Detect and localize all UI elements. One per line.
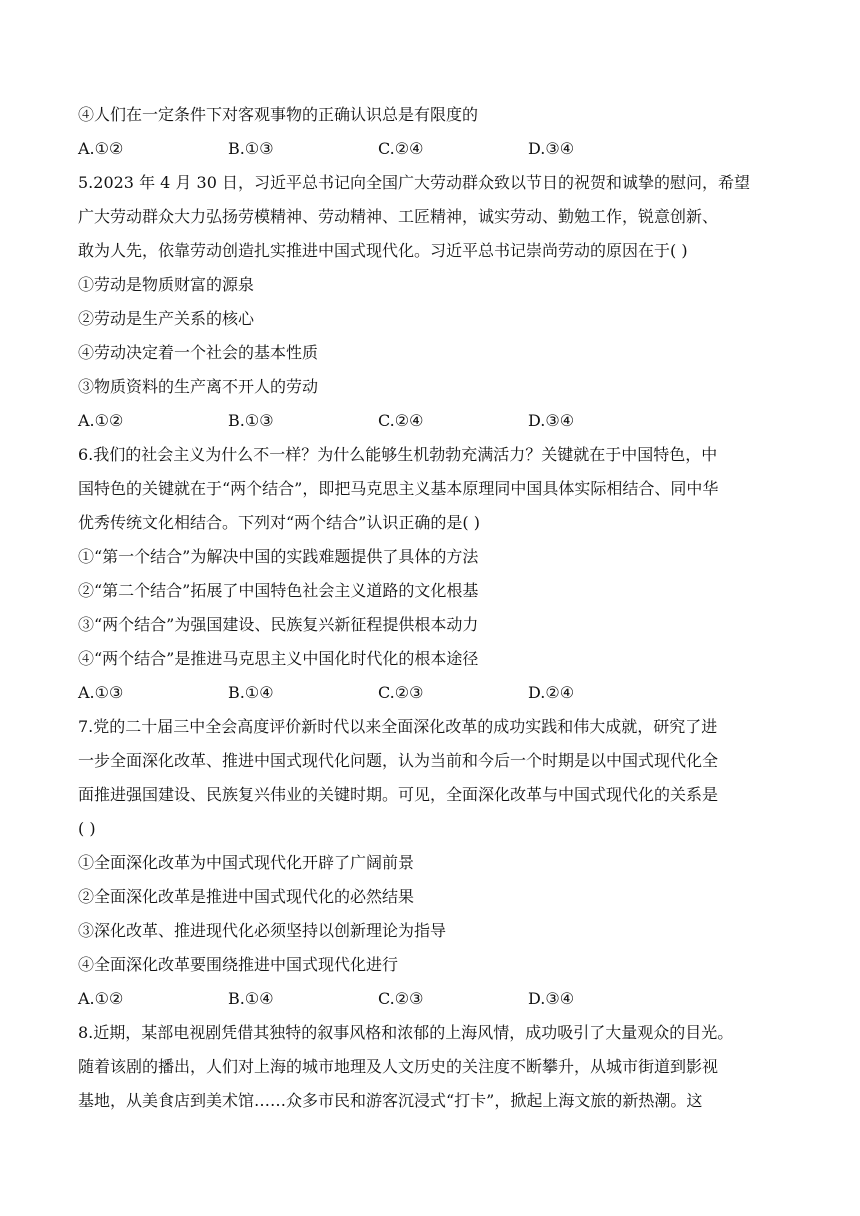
q5-option-b: B.①③: [228, 411, 274, 430]
q4-option-d: D.③④: [528, 139, 575, 158]
q7-statement-1: ①全面深化改革为中国式现代化开辟了广阔前景: [78, 853, 415, 872]
q7-stem-line-4: ( ): [78, 819, 96, 838]
q6-statement-3: ③“两个结合”为强国建设、民族复兴新征程提供根本动力: [78, 615, 479, 634]
q8-stem-line-2: 随着该剧的播出，人们对上海的城市地理及人文历史的关注度不断攀升，从城市街道到影视: [78, 1057, 719, 1076]
q7-option-c: C.②③: [378, 989, 424, 1008]
q4-options: [78, 132, 778, 166]
q5-option-d: D.③④: [528, 411, 575, 430]
q6-stem-line-3: 优秀传统文化相结合。下列对“两个结合”认识正确的是( ): [78, 513, 480, 532]
q5-option-a: A.①②: [78, 411, 124, 430]
q7-stem-line-2: 一步全面深化改革、推进中国式现代化问题，认为当前和今后一个时期是以中国式现代化全: [78, 751, 719, 770]
q7-option-d: D.③④: [528, 989, 575, 1008]
q6-option-a: A.①③: [78, 683, 124, 702]
q7-option-a: A.①②: [78, 989, 124, 1008]
q8-stem-line-1: 8.近期，某部电视剧凭借其独特的叙事风格和浓郁的上海风情，成功吸引了大量观众的目光。: [78, 1023, 734, 1042]
q6-options: [78, 676, 778, 710]
q7-options: [78, 982, 778, 1016]
q5-statement-2: ②劳动是生产关系的核心: [78, 309, 255, 328]
q4-option-c: C.②④: [378, 139, 424, 158]
q6-stem-line-2: 国特色的关键就在于“两个结合”，即把马克思主义基本原理同中国具体实际相结合、同中华: [78, 479, 719, 498]
q6-option-b: B.①④: [228, 683, 274, 702]
exam-page: [78, 98, 778, 1118]
q7-statement-4: ④全面深化改革要围绕推进中国式现代化进行: [78, 955, 399, 974]
q4-option-a: A.①②: [78, 139, 124, 158]
q7-option-b: B.①④: [228, 989, 274, 1008]
q6-statement-2: ②“第二个结合”拓展了中国特色社会主义道路的文化根基: [78, 581, 479, 600]
q6-option-c: C.②③: [378, 683, 424, 702]
q6-statement-4: ④“两个结合”是推进马克思主义中国化时代化的根本途径: [78, 649, 479, 668]
q7-statement-2: ②全面深化改革是推进中国式现代化的必然结果: [78, 887, 415, 906]
q5-statement-3: ④劳动决定着一个社会的基本性质: [78, 343, 319, 362]
q4-option-b: B.①③: [228, 139, 274, 158]
q5-stem-line-2: 广大劳动群众大力弘扬劳模精神、劳动精神、工匠精神，诚实劳动、勤勉工作，锐意创新、: [78, 207, 719, 226]
q5-stem-line-1: 5.2023 年 4 月 30 日，习近平总书记向全国广大劳动群众致以节日的祝贺和诚挚的慰问，希望: [78, 173, 750, 192]
q7-statement-3: ③深化改革、推进现代化必须坚持以创新理论为指导: [78, 921, 447, 940]
q6-statement-1: ①“第一个结合”为解决中国的实践难题提供了具体的方法: [78, 547, 479, 566]
q5-option-c: C.②④: [378, 411, 424, 430]
q4-statement-4: ④人们在一定条件下对客观事物的正确认识总是有限度的: [78, 105, 479, 124]
q6-stem-line-1: 6.我们的社会主义为什么不一样？为什么能够生机勃勃充满活力？关键就在于中国特色，中: [78, 445, 718, 464]
q5-statement-4: ③物质资料的生产离不开人的劳动: [78, 377, 319, 396]
q7-stem-line-1: 7.党的二十届三中全会高度评价新时代以来全面深化改革的成功实践和伟大成就，研究了进: [78, 717, 718, 736]
q8-stem-line-3: 基地，从美食店到美术馆……众多市民和游客沉浸式“打卡”，掀起上海文旅的新热潮。这: [78, 1091, 703, 1110]
q5-statement-1: ①劳动是物质财富的源泉: [78, 275, 255, 294]
q5-stem-line-3: 敢为人先，依靠劳动创造扎实推进中国式现代化。习近平总书记崇尚劳动的原因在于( ): [78, 241, 688, 260]
q5-options: [78, 404, 778, 438]
q7-stem-line-3: 面推进强国建设、民族复兴伟业的关键时期。可见，全面深化改革与中国式现代化的关系是: [78, 785, 719, 804]
q6-option-d: D.②④: [528, 683, 575, 702]
